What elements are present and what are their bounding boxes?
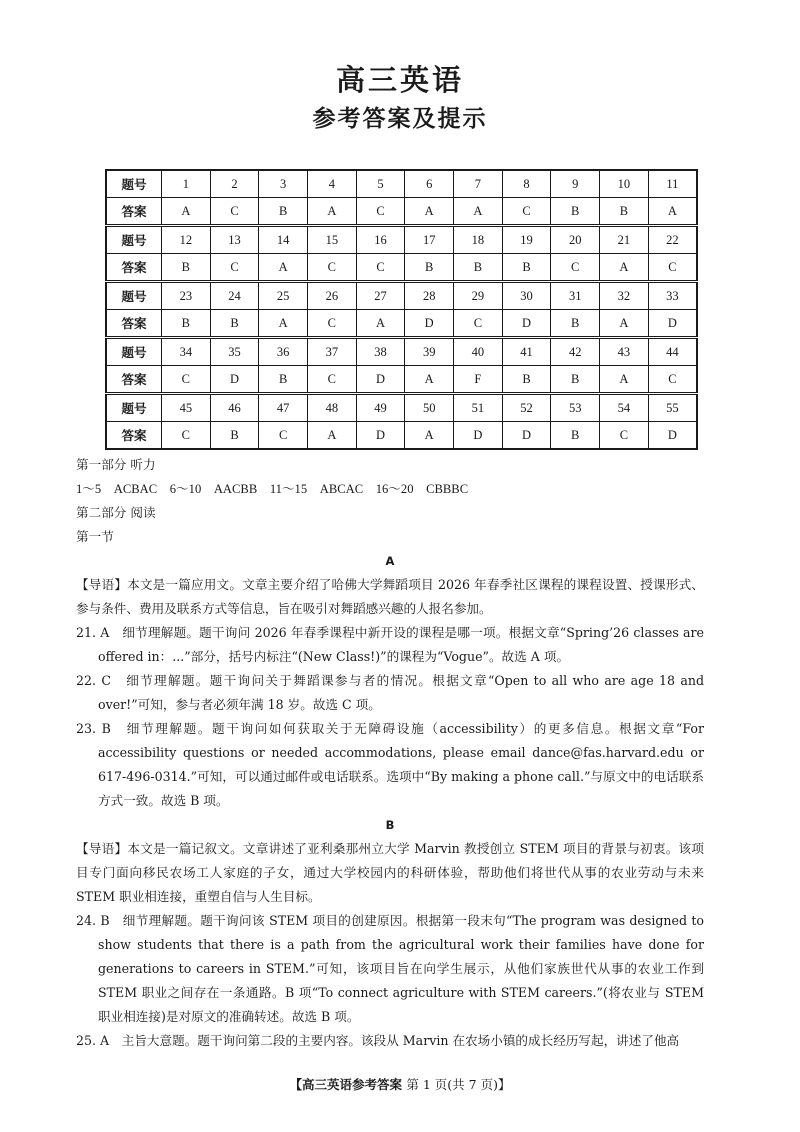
answer-cell: A [405, 422, 454, 450]
answer-cell: C [210, 254, 259, 282]
answer-cell: A [162, 198, 211, 226]
answer-cell: D [648, 310, 697, 338]
question-number-cell: 1 [162, 170, 211, 198]
row-label: 答案 [106, 198, 162, 226]
answer-cell: C [356, 254, 405, 282]
question-number-cell: 49 [356, 394, 405, 422]
question-number-cell: 42 [551, 338, 600, 366]
question-number-cell: 33 [648, 282, 697, 310]
table-answer-row [106, 366, 697, 394]
answer-cell: A [405, 366, 454, 394]
passage-a-label: A [385, 554, 395, 568]
table-number-row [106, 282, 697, 310]
question-number-cell: 29 [454, 282, 503, 310]
answer-cell: C [502, 198, 551, 226]
answer-cell: C [308, 310, 357, 338]
answer-cell: A [454, 198, 503, 226]
question-number-cell: 50 [405, 394, 454, 422]
answer-cell: A [259, 254, 308, 282]
answer-cell: C [356, 198, 405, 226]
question-number-cell: 52 [502, 394, 551, 422]
question-number-cell: 46 [210, 394, 259, 422]
answer-cell: C [162, 422, 211, 450]
question-number-cell: 41 [502, 338, 551, 366]
answer-cell: A [648, 198, 697, 226]
question-number-cell: 55 [648, 394, 697, 422]
row-label: 答案 [106, 254, 162, 282]
row-label: 题号 [106, 170, 162, 198]
row-label: 题号 [106, 338, 162, 366]
section1-title: 第一节 [76, 529, 114, 544]
answer-cell: C [308, 366, 357, 394]
question-number-cell: 9 [551, 170, 600, 198]
question-number-cell: 39 [405, 338, 454, 366]
table-answer-row [106, 198, 697, 226]
question-number-cell: 37 [308, 338, 357, 366]
answer-cell: C [308, 254, 357, 282]
question-number-cell: 48 [308, 394, 357, 422]
question-number-cell: 43 [600, 338, 649, 366]
page-footer [0, 1075, 800, 1093]
part2-title: 第二部分 阅读 [76, 505, 156, 520]
question-number-cell: 47 [259, 394, 308, 422]
question-number-cell: 28 [405, 282, 454, 310]
row-label: 题号 [106, 394, 162, 422]
question-number-cell: 8 [502, 170, 551, 198]
question-number-cell: 36 [259, 338, 308, 366]
passage-a-item: 22. C 细节理解题。题干询问关于舞蹈课参与者的情况。根据文章“Open to all who are age 18 and over!”可知，参与者必须年满 18 岁。故选 C 项。 [76, 673, 704, 712]
row-label: 题号 [106, 282, 162, 310]
page-title: 高三英语 [335, 63, 464, 97]
answer-cell: A [600, 366, 649, 394]
answer-cell: A [308, 198, 357, 226]
answer-cell: B [551, 422, 600, 450]
answer-cell: B [502, 366, 551, 394]
table-answer-row [106, 254, 697, 282]
row-label: 答案 [106, 310, 162, 338]
question-number-cell: 5 [356, 170, 405, 198]
question-number-cell: 25 [259, 282, 308, 310]
question-number-cell: 31 [551, 282, 600, 310]
table-number-row [106, 170, 697, 198]
answer-cell: B [210, 422, 259, 450]
footer-page-info: 第 1 页(共 7 页)】 [406, 1077, 511, 1092]
page-subtitle: 参考答案及提示 [312, 105, 488, 132]
question-number-cell: 44 [648, 338, 697, 366]
question-number-cell: 18 [454, 226, 503, 254]
answer-cell: B [162, 254, 211, 282]
answer-cell: C [259, 422, 308, 450]
question-number-cell: 38 [356, 338, 405, 366]
question-number-cell: 54 [600, 394, 649, 422]
answer-cell: B [600, 198, 649, 226]
answer-cell: B [454, 254, 503, 282]
question-number-cell: 2 [210, 170, 259, 198]
question-number-cell: 32 [600, 282, 649, 310]
explanations [76, 453, 704, 1053]
part1-answers: 1～5 ACBAC 6～10 AACBB 11～15 ABCAC 16～20 CBBBC [76, 482, 469, 496]
question-number-cell: 6 [405, 170, 454, 198]
question-number-cell: 27 [356, 282, 405, 310]
answer-cell: C [210, 198, 259, 226]
question-number-cell: 35 [210, 338, 259, 366]
question-number-cell: 11 [648, 170, 697, 198]
answer-cell: D [356, 366, 405, 394]
table-number-row [106, 394, 697, 422]
answer-cell: A [356, 310, 405, 338]
table-answer-row [106, 310, 697, 338]
answer-cell: B [210, 310, 259, 338]
passage-b-item: 24. B 细节理解题。题干询问该 STEM 项目的创建原因。根据第一段末句“The program was designed to show students that there is a path from the agricultural work their families have done for generations to careers in STEM.”可知，该项目旨在向学生展示，从他们家族世代从事的农业工作到 STEM 职业之间存在一条通路。B 项“To connect agriculture with STEM careers.”(将农业与 STEM 职业相连接)是对原文的准确转述。故选 B 项。 [76, 913, 704, 1024]
question-number-cell: 45 [162, 394, 211, 422]
question-number-cell: 53 [551, 394, 600, 422]
question-number-cell: 14 [259, 226, 308, 254]
answer-cell: D [454, 422, 503, 450]
answer-cell: A [405, 198, 454, 226]
answer-cell: B [405, 254, 454, 282]
question-number-cell: 10 [600, 170, 649, 198]
question-number-cell: 34 [162, 338, 211, 366]
question-number-cell: 23 [162, 282, 211, 310]
passage-a-item: 21. A 细节理解题。题干询问 2026 年春季课程中新开设的课程是哪一项。根据文章“Spring’26 classes are offered in：...”部分，括号内标注“(New Class!)”的课程为“Vogue”。故选 A 项。 [76, 625, 704, 664]
question-number-cell: 24 [210, 282, 259, 310]
answer-cell: B [551, 198, 600, 226]
table-number-row [106, 226, 697, 254]
question-number-cell: 22 [648, 226, 697, 254]
passage-a-guide: 【导语】本文是一篇应用文。文章主要介绍了哈佛大学舞蹈项目 2026 年春季社区课程的课程设置、授课形式、参与条件、费用及联系方式等信息，旨在吸引对舞蹈感兴趣的人报名参加。 [76, 577, 704, 616]
passage-b-item: 25. A 主旨大意题。题干询问第二段的主要内容。该段从 Marvin 在农场小镇的成长经历写起，讲述了他高 [76, 1033, 680, 1048]
question-number-cell: 40 [454, 338, 503, 366]
answer-cell: C [162, 366, 211, 394]
answer-cell: A [600, 254, 649, 282]
answer-cell: C [600, 422, 649, 450]
question-number-cell: 26 [308, 282, 357, 310]
question-number-cell: 4 [308, 170, 357, 198]
answer-cell: D [356, 422, 405, 450]
table-number-row [106, 338, 697, 366]
question-number-cell: 12 [162, 226, 211, 254]
footer-doc-name: 【高三英语参考答案 [289, 1077, 403, 1092]
passage-b-guide: 【导语】本文是一篇记叙文。文章讲述了亚利桑那州立大学 Marvin 教授创立 STEM 项目的背景与初衷。该项目专门面向移民农场工人家庭的子女，通过大学校园内的科研体验，帮助他们将世代从事的农业劳动与未来 STEM 职业相连接，重塑自信与人生目标。 [76, 841, 704, 904]
passage-a-item: 23. B 细节理解题。题干询问如何获取关于无障碍设施（accessibility）的更多信息。根据文章“For accessibility questions or needed accommodations, please email dance@fas.harvard.edu or 617-496-0314.”可知，可以通过邮件或电话联系。选项中“By making a phone call.”与原文中的电话联系方式一致。故选 B 项。 [76, 721, 704, 808]
question-number-cell: 20 [551, 226, 600, 254]
question-number-cell: 3 [259, 170, 308, 198]
answer-cell: B [502, 254, 551, 282]
row-label: 答案 [106, 366, 162, 394]
answer-cell: A [259, 310, 308, 338]
question-number-cell: 19 [502, 226, 551, 254]
answer-cell: B [162, 310, 211, 338]
answer-cell: C [454, 310, 503, 338]
answer-cell: B [259, 198, 308, 226]
answer-cell: D [502, 310, 551, 338]
row-label: 题号 [106, 226, 162, 254]
question-number-cell: 30 [502, 282, 551, 310]
answer-table [105, 169, 698, 450]
question-number-cell: 16 [356, 226, 405, 254]
answer-cell: C [648, 254, 697, 282]
answer-cell: D [502, 422, 551, 450]
answer-cell: B [259, 366, 308, 394]
row-label: 答案 [106, 422, 162, 450]
answer-cell: B [551, 310, 600, 338]
answer-cell: A [600, 310, 649, 338]
answer-cell: C [648, 366, 697, 394]
answer-cell: C [551, 254, 600, 282]
answer-cell: D [210, 366, 259, 394]
question-number-cell: 13 [210, 226, 259, 254]
question-number-cell: 7 [454, 170, 503, 198]
answer-cell: F [454, 366, 503, 394]
question-number-cell: 51 [454, 394, 503, 422]
answer-cell: A [308, 422, 357, 450]
passage-b-label: B [385, 818, 395, 832]
answer-cell: D [648, 422, 697, 450]
answer-cell: B [551, 366, 600, 394]
question-number-cell: 15 [308, 226, 357, 254]
question-number-cell: 21 [600, 226, 649, 254]
question-number-cell: 17 [405, 226, 454, 254]
answer-cell: D [405, 310, 454, 338]
table-answer-row [106, 422, 697, 450]
part1-title: 第一部分 听力 [76, 457, 156, 472]
